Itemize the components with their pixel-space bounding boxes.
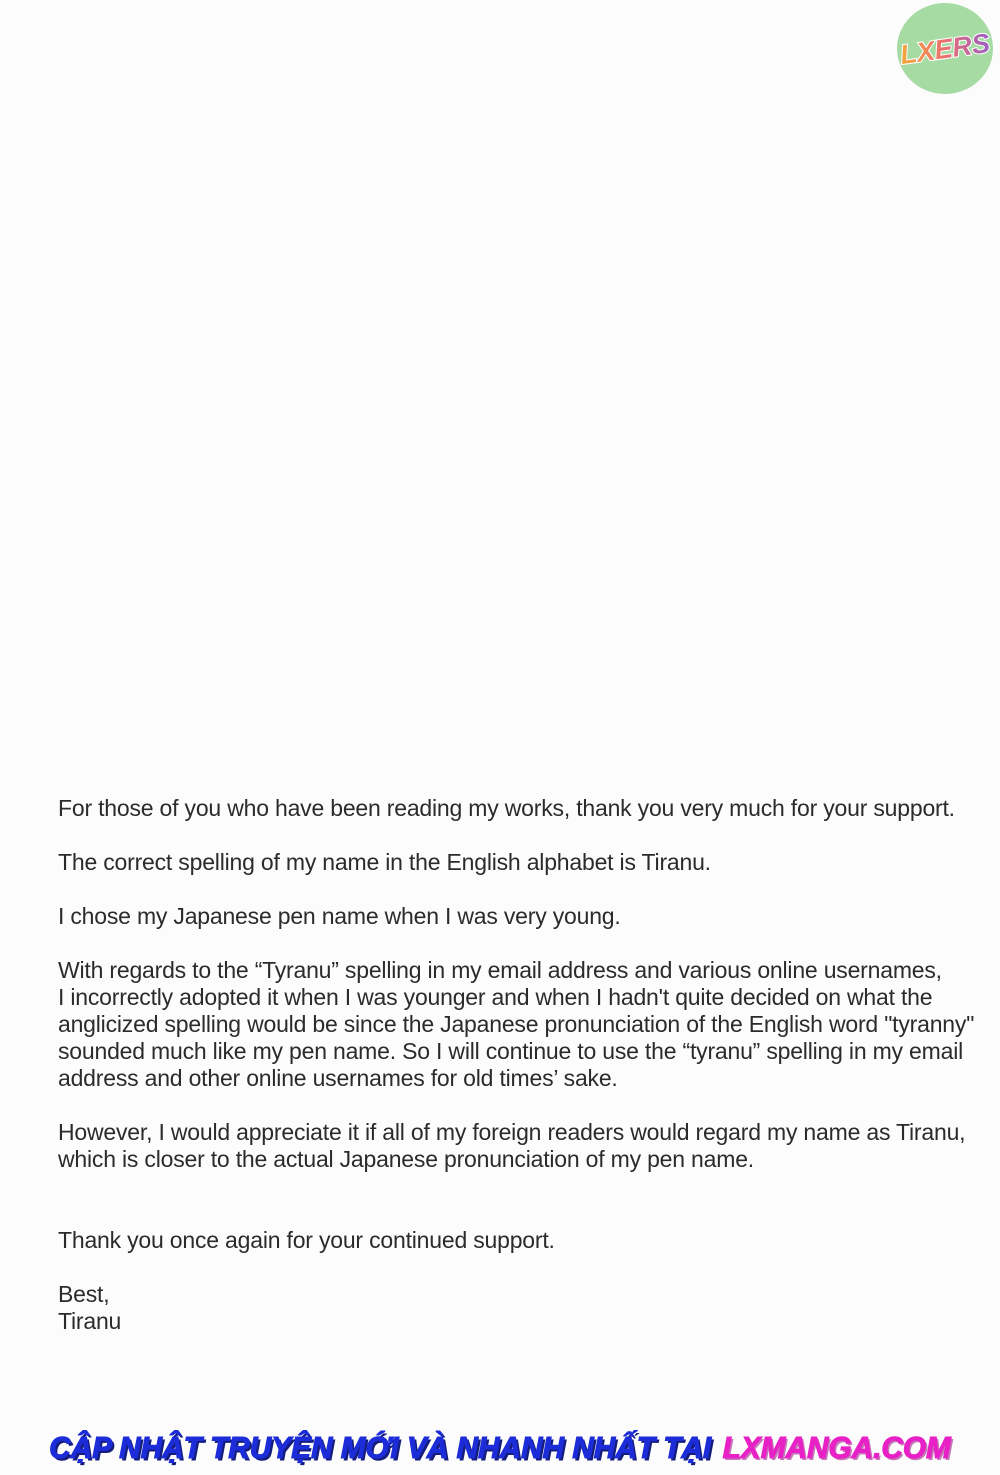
letter-line: With regards to the “Tyranu” spelling in my email address and various online usernames, (58, 957, 942, 983)
paragraph-correct-spelling (58, 849, 968, 876)
letter-line: Thank you once again for your continued support. (58, 1227, 555, 1253)
letter-line: I chose my Japanese pen name when I was very young. (58, 903, 621, 929)
letter-line: For those of you who have been reading my works, thank you very much for your support. (58, 795, 955, 821)
paragraph-tyranu-explanation (58, 957, 975, 1092)
paragraph-signature (58, 1281, 968, 1335)
letter-line: sounded much like my pen name. So I will continue to use the “tyranu” spelling in my email (58, 1038, 964, 1064)
letter-line: which is closer to the actual Japanese pronunciation of my pen name. (58, 1146, 754, 1172)
paragraph-pen-name (58, 903, 968, 930)
letter-line: However, I would appreciate it if all of my foreign readers would regard my name as Tiranu, (58, 1119, 966, 1145)
letter-line: anglicized spelling would be since the Japanese pronunciation of the English word "tyranny" (58, 1011, 975, 1037)
letter-line: The correct spelling of my name in the English alphabet is Tiranu. (58, 849, 711, 875)
footer-site-link[interactable]: LXMANGA.COM (722, 1430, 951, 1465)
signature-name: Tiranu (58, 1308, 122, 1334)
paragraph-closing-thanks (58, 1227, 968, 1254)
footer-banner (20, 1425, 980, 1471)
signature-best: Best, (58, 1281, 110, 1307)
paragraph-support-thanks (58, 795, 968, 822)
letter-line: address and other online usernames for old times’ sake. (58, 1065, 618, 1091)
paragraph-request (58, 1119, 968, 1173)
lxers-logo-text: LXERS (898, 27, 992, 71)
footer-update-text: CẬP NHẬT TRUYỆN MỚI VÀ NHANH NHẤT TẠI (49, 1430, 712, 1465)
lxers-logo-icon (897, 3, 993, 94)
lxers-logo-badge (897, 3, 993, 94)
letter-line: I incorrectly adopted it when I was younger and when I hadn't quite decided on what the (58, 984, 933, 1010)
translator-note-body (58, 795, 975, 1335)
